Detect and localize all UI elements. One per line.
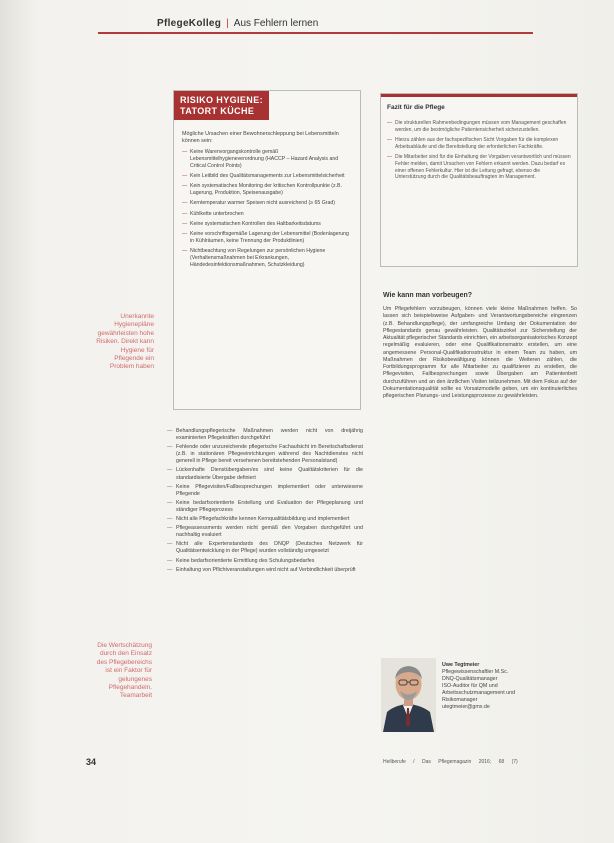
author-title-line: ISO-Auditor für QM und — [442, 683, 498, 689]
author-name: Uwe Tegtmeier — [442, 662, 480, 668]
author-portrait-image — [381, 658, 436, 732]
author-title-line: Arbeitsschutzmanagement und — [442, 690, 516, 696]
error-cause-item: — Lückenhafte Dienstübergaben/es sind keine Qualitätskriterien für die standardisierte Übergabe definiert — [167, 467, 363, 481]
conclusion-item: — Hierzu zählen aus der fachspezifischen Sicht Vorgaben für die komplexen Arbeitsabläufe und die Bereitstellung der erforderlichen Fachkräfte. — [387, 137, 571, 150]
error-cause-item: — Einhaltung von Pflichtveranstaltungen wird nicht auf Verbindlichkeit überprüft — [167, 567, 363, 574]
side-pull-quote-2: Die Wertschätzung durch den Einsatz des Pflegebereichs ist ein Faktor für gelungenes Pflegehandeln. Teamarbeit — [96, 642, 152, 700]
author-title-line: DNQ-Qualitätsmanager — [442, 676, 498, 682]
author-email: utegtmeier@gmx.de — [442, 704, 490, 710]
header-brand: PflegeKolleg — [157, 18, 222, 29]
hygiene-cause-item: — Nichtbeachtung von Regelungen zur persönlichen Hygiene (Verhaltensmaßnahmen bei Erkrankungen, Händedesinfektionsmaßnahmen, Schutzkleidung) — [182, 248, 352, 268]
hygiene-cause-item: — Kühlkette unterbrochen — [182, 211, 352, 218]
author-info — [442, 662, 582, 711]
conclusion-list — [387, 120, 571, 185]
page-header — [157, 18, 318, 29]
error-cause-item: — Keine bedarfsorientierte Ermittlung des Schulungsbedarfes — [167, 558, 363, 565]
error-cause-item: — Pflegeassessments werden nicht gemäß den Vorgaben durchgeführt und nachhaltig evaluiert — [167, 525, 363, 539]
author-title-line: Pflegewissenschaftler M.Sc. — [442, 669, 509, 675]
error-cause-list — [167, 428, 363, 576]
prevention-body: Um Pflegefehlern vorzubeugen, können viele kleine Maßnahmen helfen. So lassen sich beispielsweise Aufgaben- und Verantwortungsbereiche eingrenzen (z.B. Behandlungspflege), der umfangreiche Umfang der Dokumentation der Pflegestandards genau gewährleisten. Qualitätszirkel zur Sicherstellung der Aktualität pflegerischer Standards einrichten, ein arbeitsorganisatorisches Konzept regelmäßig evaluieren, oder eine Qualifikationsmatrix erstellen, um eine angemessene Personal-Qualifikationsstruktur in einem Team zu haben, um Maßnahmen der Risikobewältigung können die Weiteren zählen, die Fortbildungsprogramm für alle Mitarbeiter zu qualifizieren zu erstellen, die Pflegevisiten, Fallbesprechungen sowie Übergaben am Patientenbett durchzuführen und an den ärztlichen Visiten teilzunehmen. Mit dem Fokus auf der Dokumentationsqualität sollte es Vorsatzmodelle geben, um ein kontinuierliches pflegerischen Planungs- und Leistungsprozesse zu gewährleisten. — [383, 306, 577, 399]
hygiene-cause-item: — Kerntemperatur warmer Speisen nicht ausreichend (≥ 65 Grad) — [182, 200, 352, 207]
side-pull-quote-1: Unerkannte Hygienepläne gewährleisten hohe Risiken. Direkt kann Hygiene für Pflegende ein Problem haben — [96, 313, 154, 371]
hygiene-cause-item: — Keine vorschriftsgemäße Lagerung der Lebensmittel (Bodenlagerung in Kühlräumen, keine Trennung der Produktlinien) — [182, 231, 352, 245]
author-title-line: Risikomanager — [442, 697, 478, 703]
author-photo — [381, 658, 436, 732]
error-cause-item: — Keine bedarfsorientierte Erstellung und Evaluation der Pflegeplanung und ständiger Pflegeprozess — [167, 500, 363, 514]
header-rule — [98, 32, 533, 34]
header-section: Aus Fehlern lernen — [233, 18, 319, 29]
conclusion-title: Fazit für die Pflege — [387, 104, 445, 111]
conclusion-accent-bar — [381, 94, 577, 97]
footer-issue: 2016; 68 (7) — [478, 759, 518, 765]
hygiene-box-title — [174, 91, 269, 120]
hygiene-cause-list — [182, 149, 352, 272]
error-cause-item: — Fehlende oder unzureichende pflegerische Fachaufsicht im Bereitschaftsdienst (z.B. in stationären Pflegeeinrichtungen während des Nachtdienstes nicht generell in Pflege bereit versehenen bereitstehenden Personalstand) — [167, 444, 363, 465]
page-number: 34 — [86, 757, 97, 767]
prevention-heading: Wie kann man vorbeugen? — [383, 292, 473, 299]
conclusion-box — [380, 93, 578, 267]
footer-publication: Heilberufe / Das Pflegemagazin — [383, 759, 472, 765]
error-cause-item: — Behandlungspflegerische Maßnahmen werden nicht von dreijährig examinierten Pflegekräften durchgeführt — [167, 428, 363, 442]
hygiene-cause-item: — Kein systematisches Monitoring der kritischen Kontrollpunkte (z.B. Lagerung, Produktion, Speisenausgabe) — [182, 183, 352, 197]
error-cause-item: — Keine Pflegevisiten/Fallbesprechungen implementiert oder unterwiesene Pflegende — [167, 484, 363, 498]
hygiene-cause-item: — Keine systematischen Kontrollen des Haltbarkeitsdatums — [182, 221, 352, 228]
hygiene-intro: Mögliche Ursachen einer Bewohnerschleppung bei Lebensmitteln können sein: — [182, 131, 339, 144]
hygiene-cause-item: — Keine Warenvorgangskontrolle gemäß Lebensmittelhygieneverordnung (HACCP – Hazard Analysis and Critical Control Points) — [182, 149, 352, 169]
page-footer — [383, 759, 518, 765]
error-cause-item: — Nicht alle Pflegefachkräfte kennen Kernqualitätsbildung und implementiert — [167, 516, 363, 523]
error-cause-item: — Nicht alle Expertenstandards des DNQP (Deutsches Netzwerk für Qualitätsentwicklung in der Pflege) wurden vollständig umgesetzt — [167, 541, 363, 555]
hygiene-title-line-2: TATORT KÜCHE — [180, 106, 255, 116]
conclusion-item: — Die strukturellen Rahmenbedingungen müssen vom Management geschaffen werden, um die bestmögliche Patientensicherheit sicherzustellen. — [387, 120, 571, 133]
header-separator: | — [226, 18, 229, 29]
hygiene-title-line-1: RISIKO HYGIENE: — [180, 95, 264, 105]
hygiene-cause-item: — Kein Leitbild des Qualitätsmanagements zur Lebensmittelsicherheit — [182, 173, 352, 180]
conclusion-item: — Die Mitarbeiter sind für die Einhaltung der Vorgaben verantwortlich und müssen Fehler melden, damit Ursachen von Fehlern erkannt werden. Dazu bedarf es einer offenen Fehlerkultur. Hier ist die Leitung gefragt, ebenso die Unterstützung durch die Qualitätsbeauftragten im Management. — [387, 154, 571, 180]
hygiene-risk-box — [173, 90, 361, 410]
